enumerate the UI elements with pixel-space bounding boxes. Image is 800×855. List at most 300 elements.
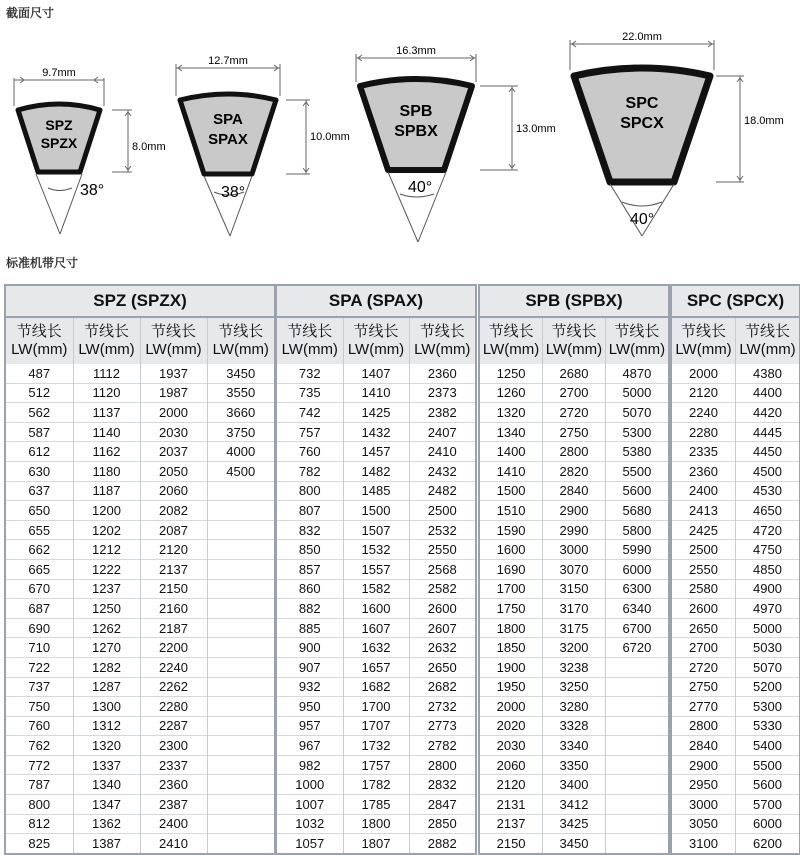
table-cell: 5030 <box>736 638 800 658</box>
table-cell: 2580 <box>672 579 736 599</box>
table-cell: 3050 <box>672 814 736 834</box>
table-cell: 1500 <box>343 501 409 521</box>
table-cell: 2720 <box>672 657 736 677</box>
table-cell: 2720 <box>543 403 606 423</box>
table-cell: 3000 <box>543 540 606 560</box>
table-cell: 2990 <box>543 520 606 540</box>
column-header <box>343 318 409 364</box>
table-row <box>672 814 799 834</box>
table-cell: 2900 <box>543 501 606 521</box>
table-row <box>277 755 475 775</box>
table-cell: 1000 <box>277 775 343 795</box>
table-cell: 772 <box>6 755 73 775</box>
table-row <box>672 795 799 815</box>
table-cell: 1270 <box>73 638 140 658</box>
table-row <box>480 579 668 599</box>
table-cell: 2732 <box>409 697 475 717</box>
table-cell: 2425 <box>672 520 736 540</box>
table-cell: 1162 <box>73 442 140 462</box>
table-cell: 4650 <box>736 501 800 521</box>
column-header <box>409 318 475 364</box>
column-header <box>6 318 73 364</box>
table-cell <box>207 520 274 540</box>
table-cell: 1337 <box>73 755 140 775</box>
table-cell: 587 <box>6 422 73 442</box>
table-cell <box>605 736 668 756</box>
table-cell: 690 <box>6 618 73 638</box>
table-cell: 1212 <box>73 540 140 560</box>
table-cell: 1500 <box>480 481 543 501</box>
width-label-spc: 22.0mm <box>622 31 662 43</box>
table-cell: 957 <box>277 716 343 736</box>
table-row <box>480 814 668 834</box>
table-cell <box>207 481 274 501</box>
table-cell: 2800 <box>543 442 606 462</box>
table-cell: 4445 <box>736 422 800 442</box>
table-row <box>6 755 274 775</box>
table-cell: 2568 <box>409 559 475 579</box>
belt-name-spz: SPZ <box>45 117 73 133</box>
table-cell: 2500 <box>409 501 475 521</box>
angle-label-spb: 40° <box>408 179 433 196</box>
belt-subname-spz: SPZX <box>40 135 78 151</box>
table-row <box>480 520 668 540</box>
table-cell: 710 <box>6 638 73 658</box>
table-cell <box>207 697 274 717</box>
table-cell: 3175 <box>543 618 606 638</box>
column-header-line2: LW(mm) <box>739 341 796 358</box>
table-cell: 2700 <box>543 383 606 403</box>
table-row <box>672 501 799 521</box>
table-cell: 562 <box>6 403 73 423</box>
belt-table-group <box>478 284 670 855</box>
table-row <box>277 638 475 658</box>
table-row <box>6 697 274 717</box>
column-header-line2: LW(mm) <box>608 341 666 358</box>
table-cell <box>207 677 274 697</box>
table-row <box>6 775 274 795</box>
table-cell: 5400 <box>736 736 800 756</box>
group-title: SPB (SPBX) <box>480 286 668 318</box>
table-cell: 1007 <box>277 795 343 815</box>
table-row <box>6 814 274 834</box>
table-cell: 1457 <box>343 442 409 462</box>
column-header-line1: 节线长 <box>488 323 534 340</box>
table-cell: 857 <box>277 559 343 579</box>
table-cell: 2632 <box>409 638 475 658</box>
table-cell: 3328 <box>543 716 606 736</box>
table-row <box>6 540 274 560</box>
table-cell: 1432 <box>343 422 409 442</box>
table-cell: 2832 <box>409 775 475 795</box>
table-cell <box>207 540 274 560</box>
table-cell: 2240 <box>672 403 736 423</box>
table-cell: 2900 <box>672 755 736 775</box>
table-cell <box>207 657 274 677</box>
table-cell: 1800 <box>343 814 409 834</box>
table-cell: 6720 <box>605 638 668 658</box>
table-cell: 5300 <box>605 422 668 442</box>
table-cell <box>605 755 668 775</box>
table-row <box>277 618 475 638</box>
table-cell: 760 <box>277 442 343 462</box>
table-row <box>480 364 668 383</box>
belt-subname-spa: SPAX <box>208 131 248 148</box>
table-row <box>277 442 475 462</box>
table-cell: 2200 <box>140 638 207 658</box>
table-cell: 3450 <box>543 834 606 853</box>
table-row <box>672 422 799 442</box>
belt-subname-spb: SPBX <box>394 123 438 140</box>
table-row <box>480 422 668 442</box>
belt-name-spc: SPC <box>625 95 659 112</box>
table-cell: 2082 <box>140 501 207 521</box>
table-cell: 4900 <box>736 579 800 599</box>
table-cell: 655 <box>6 520 73 540</box>
table-cell: 5070 <box>605 403 668 423</box>
table-cell: 2373 <box>409 383 475 403</box>
table-cell: 1112 <box>73 364 140 383</box>
table-cell: 2050 <box>140 461 207 481</box>
table-row <box>672 736 799 756</box>
table-cell: 670 <box>6 579 73 599</box>
table-row <box>672 755 799 775</box>
table-cell: 1362 <box>73 814 140 834</box>
table-cell: 1260 <box>480 383 543 403</box>
table-cell: 2280 <box>672 422 736 442</box>
table-cell: 4400 <box>736 383 800 403</box>
table-cell: 1757 <box>343 755 409 775</box>
table-cell: 2882 <box>409 834 475 853</box>
table-row <box>6 579 274 599</box>
belt-subname-spc: SPCX <box>620 115 664 132</box>
table-row <box>672 677 799 697</box>
table-row <box>6 677 274 697</box>
table-cell: 4850 <box>736 559 800 579</box>
table-cell: 1180 <box>73 461 140 481</box>
table-cell: 2840 <box>672 736 736 756</box>
table-row <box>277 481 475 501</box>
table-cell: 4530 <box>736 481 800 501</box>
table-cell: 2773 <box>409 716 475 736</box>
table-cell: 2650 <box>672 618 736 638</box>
table-cell: 2432 <box>409 461 475 481</box>
table-cell: 3425 <box>543 814 606 834</box>
section-title: 截面尺寸 <box>6 6 55 20</box>
table-cell: 1032 <box>277 814 343 834</box>
table-cell: 2750 <box>543 422 606 442</box>
table-cell: 2131 <box>480 795 543 815</box>
table-cell: 1187 <box>73 481 140 501</box>
table-cell: 2680 <box>543 364 606 383</box>
table-cell: 3400 <box>543 775 606 795</box>
length-table <box>480 318 668 853</box>
column-header-line1: 节线长 <box>16 323 62 340</box>
table-cell: 3660 <box>207 403 274 423</box>
table-cell: 2950 <box>672 775 736 795</box>
angle-label-spa: 38° <box>221 184 246 201</box>
table-row <box>672 442 799 462</box>
table-cell <box>605 716 668 736</box>
table-row <box>672 520 799 540</box>
table-cell: 630 <box>6 461 73 481</box>
table-row <box>277 383 475 403</box>
table-cell: 4420 <box>736 403 800 423</box>
table-row <box>6 657 274 677</box>
table-cell: 2500 <box>672 540 736 560</box>
height-label-spz: 8.0mm <box>132 141 166 153</box>
column-header-line1: 节线长 <box>287 323 333 340</box>
table-cell: 907 <box>277 657 343 677</box>
table-cell: 5700 <box>736 795 800 815</box>
table-cell: 5680 <box>605 501 668 521</box>
table-cell <box>605 697 668 717</box>
table-cell: 2020 <box>480 716 543 736</box>
table-cell: 1482 <box>343 461 409 481</box>
table-cell: 1582 <box>343 579 409 599</box>
table-cell <box>207 599 274 619</box>
length-table <box>672 318 799 853</box>
belt-diagram-spc <box>570 31 784 236</box>
table-cell: 4750 <box>736 540 800 560</box>
table-cell: 2410 <box>140 834 207 853</box>
table-cell: 637 <box>6 481 73 501</box>
table-row <box>480 736 668 756</box>
table-cell: 6000 <box>736 814 800 834</box>
table-cell: 1510 <box>480 501 543 521</box>
table-cell: 1682 <box>343 677 409 697</box>
table-cell: 2482 <box>409 481 475 501</box>
table-cell: 1950 <box>480 677 543 697</box>
table-cell: 5600 <box>605 481 668 501</box>
table-cell: 1700 <box>343 697 409 717</box>
table-cell: 1785 <box>343 795 409 815</box>
table-cell: 2337 <box>140 755 207 775</box>
column-header-line1: 节线长 <box>150 323 196 340</box>
table-cell: 722 <box>6 657 73 677</box>
column-header-line2: LW(mm) <box>145 341 202 358</box>
column-header-line2: LW(mm) <box>212 341 269 358</box>
table-row <box>672 579 799 599</box>
table-cell: 1347 <box>73 795 140 815</box>
table-row <box>672 461 799 481</box>
group-title: SPZ (SPZX) <box>6 286 274 318</box>
table-cell: 800 <box>6 795 73 815</box>
table-cell: 5000 <box>605 383 668 403</box>
table-row <box>480 481 668 501</box>
table-cell: 3412 <box>543 795 606 815</box>
table-cell: 812 <box>6 814 73 834</box>
table-cell <box>605 814 668 834</box>
table-row <box>480 795 668 815</box>
table-cell: 2820 <box>543 461 606 481</box>
table-cell: 1657 <box>343 657 409 677</box>
table-cell: 2000 <box>672 364 736 383</box>
column-header-line2: LW(mm) <box>675 341 732 358</box>
table-cell: 982 <box>277 755 343 775</box>
table-row <box>277 520 475 540</box>
table-cell: 1200 <box>73 501 140 521</box>
table-row <box>480 383 668 403</box>
table-cell: 4500 <box>736 461 800 481</box>
table-row <box>277 501 475 521</box>
table-cell: 1750 <box>480 599 543 619</box>
table-cell: 1732 <box>343 736 409 756</box>
belt-name-spb: SPB <box>399 103 433 120</box>
height-label-spc: 18.0mm <box>744 115 784 127</box>
table-cell: 3100 <box>672 834 736 853</box>
column-header <box>736 318 800 364</box>
belt-name-spa: SPA <box>213 111 243 128</box>
table-cell: 2387 <box>140 795 207 815</box>
table-cell: 2650 <box>409 657 475 677</box>
table-cell: 4870 <box>622 365 652 381</box>
table-cell: 5330 <box>736 716 800 736</box>
table-cell: 5600 <box>736 775 800 795</box>
table-cell: 2800 <box>672 716 736 736</box>
table-row <box>277 579 475 599</box>
table-row <box>6 618 274 638</box>
table-cell: 1410 <box>480 461 543 481</box>
column-header <box>480 318 543 364</box>
table-cell: 2280 <box>140 697 207 717</box>
table-row <box>672 638 799 658</box>
table-cell: 2600 <box>409 599 475 619</box>
column-header-line2: LW(mm) <box>347 341 405 358</box>
table-row <box>6 638 274 658</box>
table-cell: 1202 <box>73 520 140 540</box>
table-cell <box>207 795 274 815</box>
table-row <box>6 364 274 383</box>
table-cell: 1600 <box>343 599 409 619</box>
table-cell: 2300 <box>140 736 207 756</box>
table-cell: 512 <box>6 383 73 403</box>
table-row <box>6 559 274 579</box>
table-cell: 6200 <box>736 834 800 853</box>
length-table <box>277 318 475 853</box>
table-row <box>6 403 274 423</box>
table-cell: 612 <box>6 442 73 462</box>
column-header-line2: LW(mm) <box>78 341 135 358</box>
column-header-line1: 节线长 <box>218 323 264 340</box>
table-row <box>6 520 274 540</box>
table-cell: 2550 <box>672 559 736 579</box>
column-header-line1: 节线长 <box>744 323 790 340</box>
table-cell: 2160 <box>140 599 207 619</box>
table-cell: 1312 <box>73 716 140 736</box>
table-cell: 5500 <box>736 755 800 775</box>
table-cell: 2287 <box>140 716 207 736</box>
table-row <box>480 540 668 560</box>
belt-table-group <box>4 284 276 855</box>
table-cell <box>207 579 274 599</box>
table-cell: 2682 <box>409 677 475 697</box>
table-cell: 860 <box>277 579 343 599</box>
table-cell: 1987 <box>140 383 207 403</box>
table-cell: 1600 <box>480 540 543 560</box>
table-cell: 6000 <box>605 559 668 579</box>
table-cell: 1700 <box>480 579 543 599</box>
table-cell: 950 <box>277 697 343 717</box>
belt-diagram-spb <box>356 45 556 242</box>
table-cell: 1485 <box>343 481 409 501</box>
table-cell: 932 <box>277 677 343 697</box>
table-cell: 1320 <box>73 736 140 756</box>
table-cell: 3340 <box>543 736 606 756</box>
column-header <box>672 318 736 364</box>
table-row <box>672 599 799 619</box>
table-cell: 1222 <box>73 559 140 579</box>
width-label-spa: 12.7mm <box>208 55 248 67</box>
table-row <box>277 461 475 481</box>
table-cell: 5800 <box>605 520 668 540</box>
height-label-spa: 10.0mm <box>310 131 350 143</box>
table-cell: 1120 <box>73 383 140 403</box>
table-cell: 3550 <box>207 383 274 403</box>
table-cell: 2847 <box>409 795 475 815</box>
column-header-line1: 节线长 <box>680 323 726 340</box>
table-cell <box>605 677 668 697</box>
table-cell <box>605 657 668 677</box>
table-cell: 737 <box>6 677 73 697</box>
standard-title: 标准机带尺寸 <box>6 256 79 270</box>
table-cell: 3170 <box>543 599 606 619</box>
table-cell: 2700 <box>672 638 736 658</box>
table-cell <box>207 736 274 756</box>
angle-label-spz: 38° <box>80 182 105 199</box>
table-row <box>672 775 799 795</box>
table-row <box>672 540 799 560</box>
column-header <box>140 318 207 364</box>
table-cell: 757 <box>277 422 343 442</box>
table-cell: 900 <box>277 638 343 658</box>
table-cell: 3250 <box>543 677 606 697</box>
table-cell: 1632 <box>343 638 409 658</box>
table-cell: 742 <box>277 403 343 423</box>
table-cell: 665 <box>6 559 73 579</box>
column-header-line2: LW(mm) <box>414 341 471 358</box>
table-row <box>480 657 668 677</box>
table-cell: 3280 <box>543 697 606 717</box>
table-row <box>277 364 475 383</box>
table-cell: 2060 <box>140 481 207 501</box>
table-cell: 1340 <box>480 422 543 442</box>
table-cell: 2060 <box>480 755 543 775</box>
table-cell <box>207 775 274 795</box>
column-header-line1: 节线长 <box>83 323 129 340</box>
table-cell: 4450 <box>736 442 800 462</box>
column-header-line1: 节线长 <box>353 323 399 340</box>
table-row <box>6 383 274 403</box>
table-cell: 3450 <box>226 365 256 381</box>
table-row <box>277 599 475 619</box>
table-row <box>6 501 274 521</box>
table-cell: 5990 <box>605 540 668 560</box>
table-row <box>480 403 668 423</box>
table-cell: 2360 <box>140 775 207 795</box>
table-cell: 2087 <box>140 520 207 540</box>
table-cell: 1590 <box>480 520 543 540</box>
table-cell: 2382 <box>409 403 475 423</box>
table-cell: 2030 <box>140 422 207 442</box>
table-cell: 2750 <box>672 677 736 697</box>
table-row <box>672 657 799 677</box>
table-cell: 760 <box>6 716 73 736</box>
table-cell <box>207 618 274 638</box>
table-row <box>277 657 475 677</box>
table-cell: 735 <box>277 383 343 403</box>
column-header-line1: 节线长 <box>614 323 660 340</box>
